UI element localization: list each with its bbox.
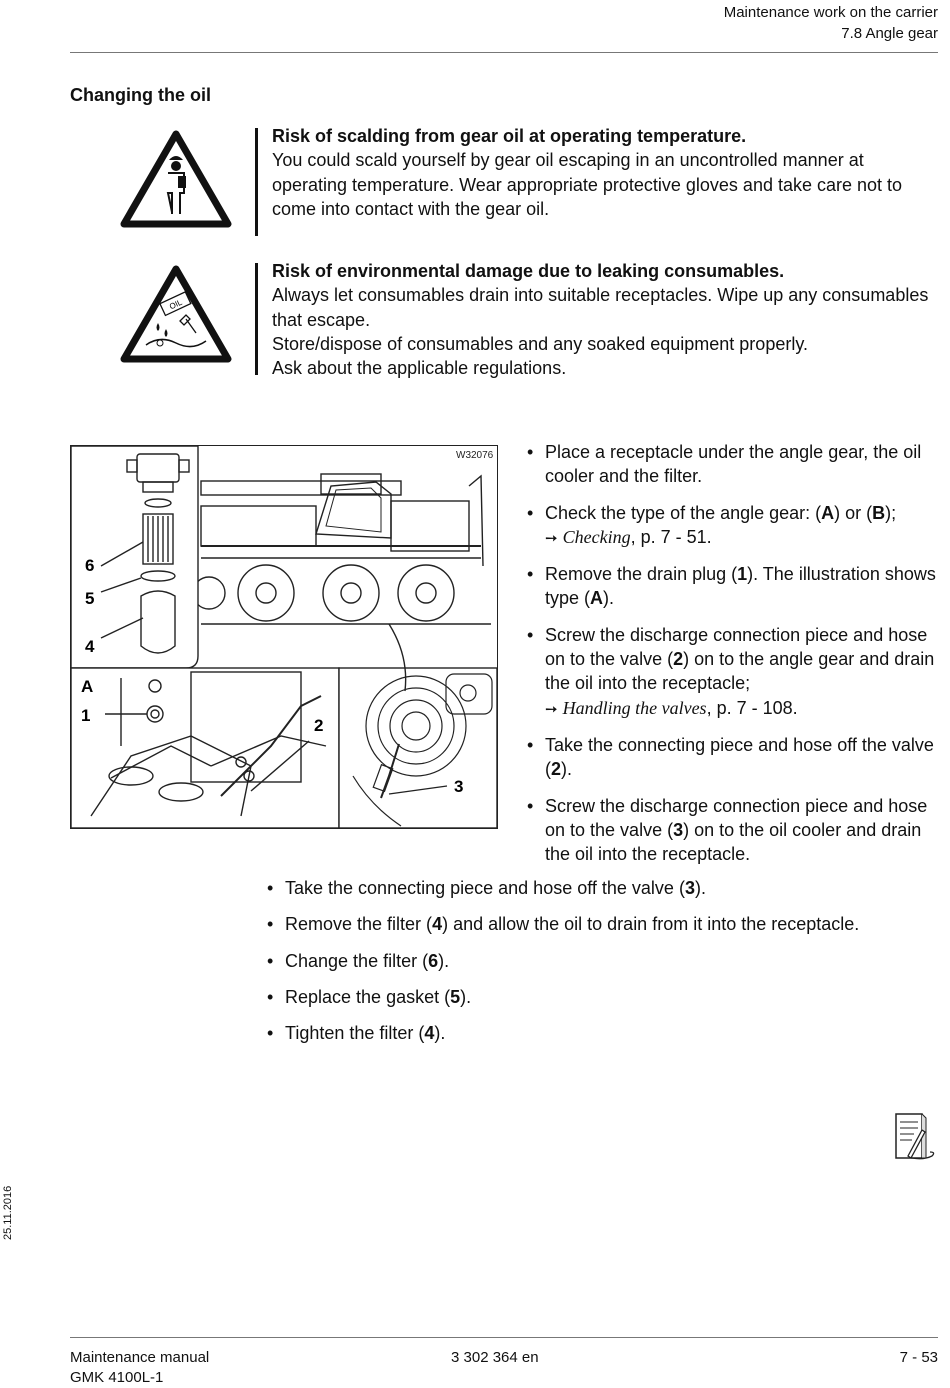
- callout-1: 1: [81, 706, 91, 725]
- list-item: • Take the connecting piece and hose off the valve (3).: [265, 876, 945, 900]
- oil-label: OIL: [168, 297, 184, 312]
- oil-cooler-inset: [339, 668, 497, 828]
- warning-text: [272, 124, 942, 221]
- list-item: • Screw the discharge connection piece and hose on to the valve (3) on to the oil cooler and drain the oil into the receptacle.: [525, 794, 940, 867]
- cross-reference-arrow-icon: ➙: [545, 528, 558, 547]
- cross-reference-link[interactable]: Checking: [562, 526, 631, 547]
- warning-body-line: Always let consumables drain into suitable receptacles. Wipe up any consumables that escape.: [272, 285, 929, 330]
- list-item: • Take the connecting piece and hose off the valve (2).: [525, 733, 940, 782]
- list-item: • Remove the drain plug (1). The illustration shows type (A).: [525, 562, 940, 611]
- list-item: • Replace the gasket (5).: [265, 985, 945, 1009]
- warning-text: [272, 259, 942, 380]
- warning-title: Risk of environmental damage due to leaking consumables.: [272, 261, 785, 281]
- callout-2: 2: [314, 716, 324, 735]
- list-item: • Screw the discharge connection piece and hose on to the valve (2) on to the angle gear and drain the oil into the receptacle; ➙ Handling the valves, p. 7 - 108.: [525, 623, 940, 721]
- figure-code: W32076: [456, 450, 494, 461]
- warning-scalding: [120, 128, 940, 238]
- environment-oil-warning-icon: [120, 263, 232, 363]
- steps-list-full: [265, 876, 945, 1057]
- cross-reference-arrow-icon: ➙: [545, 699, 558, 718]
- scalding-warning-icon: [120, 128, 232, 228]
- footer-doc-number: 3 302 364 en: [451, 1349, 539, 1366]
- warning-environment: [120, 263, 940, 378]
- header-chapter: Maintenance work on the carrier: [723, 4, 938, 21]
- warning-title: Risk of scalding from gear oil at operating temperature.: [272, 126, 747, 146]
- running-header: [724, 2, 938, 44]
- header-section: 7.8 Angle gear: [841, 25, 938, 42]
- footer-manual: Maintenance manual: [70, 1349, 210, 1366]
- warning-bar: [255, 263, 258, 375]
- callout-type-a: A: [81, 677, 94, 696]
- list-item: • Check the type of the angle gear: (A) or (B); ➙ Checking, p. 7 - 51.: [525, 501, 940, 551]
- footer-left: [70, 1348, 209, 1388]
- header-rule: [70, 52, 938, 53]
- callout-6: 6: [85, 556, 95, 575]
- side-date: 25.11.2016: [2, 1185, 14, 1240]
- footer-model: GMK 4100L-1: [70, 1369, 164, 1386]
- steps-list-right: [525, 440, 940, 878]
- list-item: • Place a receptacle under the angle gear, the oil cooler and the filter.: [525, 440, 940, 489]
- list-item: • Tighten the filter (4).: [265, 1021, 945, 1045]
- callout-3: 3: [454, 777, 464, 796]
- list-item: • Change the filter (6).: [265, 949, 945, 973]
- warning-body: You could scald yourself by gear oil escaping in an uncontrolled manner at operating temperature. Wear appropriate protective gloves and take care not to come into contact with the gear oil.: [272, 150, 903, 219]
- section-title: Changing the oil: [70, 85, 211, 105]
- warning-body-line: Ask about the applicable regulations.: [272, 358, 567, 379]
- notes-icon: [892, 1112, 938, 1162]
- crane-carrier-drawing: [193, 450, 494, 624]
- warning-body-line: Store/dispose of consumables and any soaked equipment properly.: [272, 333, 808, 354]
- list-item: • Remove the filter (4) and allow the oil to drain from it into the receptacle.: [265, 912, 945, 936]
- callout-5: 5: [85, 589, 95, 608]
- angle-gear-inset: [71, 668, 339, 828]
- angle-gear-figure: [70, 445, 498, 829]
- footer-rule: [70, 1337, 938, 1338]
- filter-inset: [71, 446, 198, 668]
- warning-bar: [255, 128, 258, 236]
- cross-reference-link[interactable]: Handling the valves: [562, 697, 707, 718]
- page-number: 7 - 53: [899, 1349, 938, 1366]
- callout-4: 4: [85, 637, 95, 656]
